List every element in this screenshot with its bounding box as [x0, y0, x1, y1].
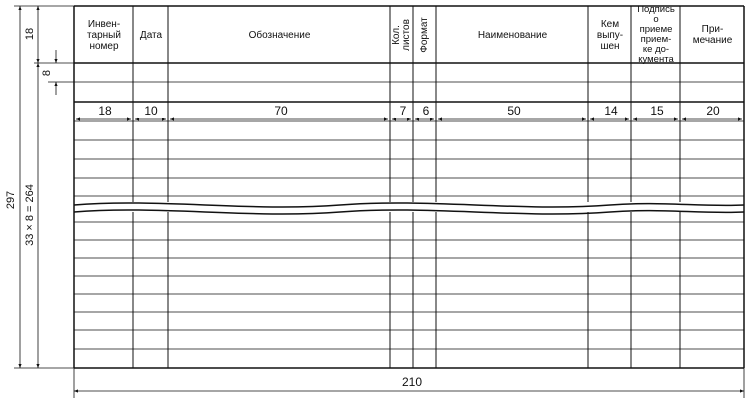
column-width-label: 50 — [501, 104, 527, 118]
dim-header-height: 18 — [24, 27, 36, 41]
dim-row-height: 8 — [41, 69, 53, 77]
column-width-label: 20 — [700, 104, 726, 118]
column-width-label: 18 — [92, 104, 118, 118]
header-issued-by: Кем выпу- шен — [596, 18, 624, 52]
header-inventory-number: Инвен- тарный номер — [87, 18, 121, 52]
header-format: Формат — [419, 17, 430, 53]
column-width-label: 7 — [395, 104, 411, 118]
header-sheet-count: Кол. листов — [391, 19, 413, 51]
column-width-label: 10 — [138, 104, 164, 118]
header-designation: Обозначение — [248, 29, 311, 41]
column-width-label: 15 — [644, 104, 670, 118]
column-width-label: 6 — [418, 104, 434, 118]
header-date: Дата — [139, 29, 163, 41]
dim-rows-height: 33 × 8 = 264 — [24, 184, 36, 246]
dim-sheet-height: 297 — [5, 190, 18, 210]
column-width-label: 70 — [268, 104, 294, 118]
header-name: Наименование — [477, 29, 548, 41]
header-note: При- мечание — [692, 24, 733, 46]
row-lines — [74, 82, 744, 349]
header-signature: Подпись о приеме прием- ке до- кумента — [637, 4, 675, 65]
column-width-label: 14 — [598, 104, 624, 118]
dim-sheet-width: 210 — [395, 374, 429, 390]
